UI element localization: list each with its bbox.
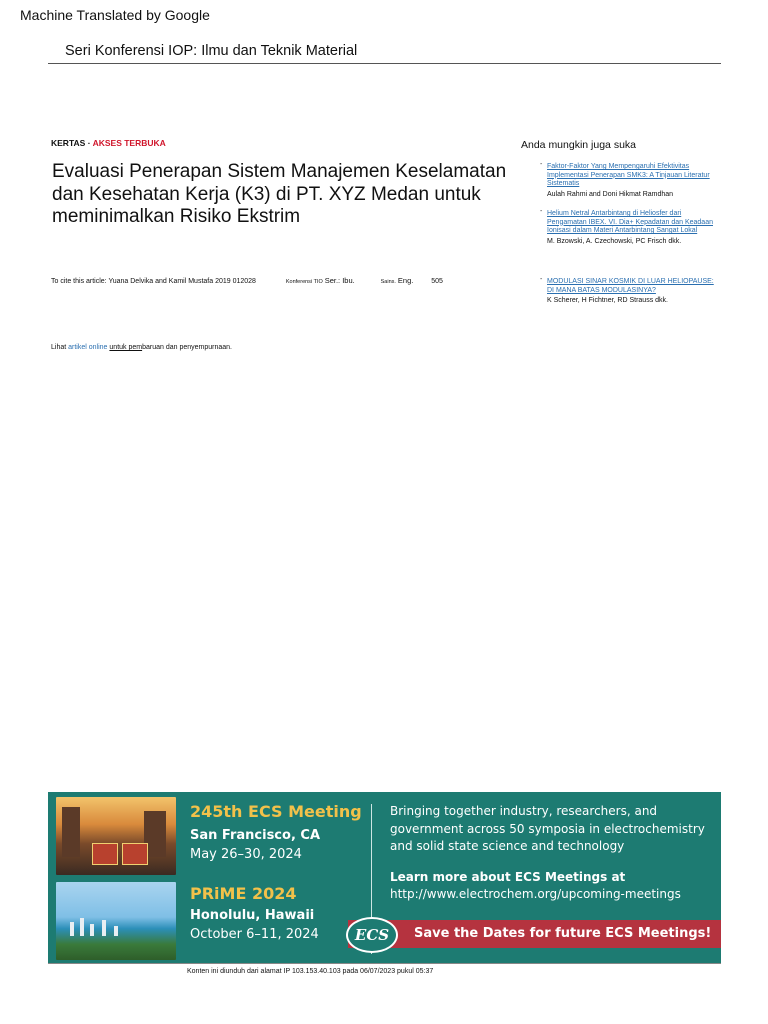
related-article-authors: K Scherer, H Fichtner, RD Strauss dkk.: [547, 297, 668, 304]
meeting-dates: May 26–30, 2024: [190, 847, 302, 862]
paper-type-label: KERTAS: [51, 138, 86, 148]
related-article-link[interactable]: Helium Netral Antarbintang di Heliosfer dari Pengamatan IBEX. VI. Dia+ Kepadatan dan Keadaan Ionisasi dalam Materi Antarbintang Sangat Lokal: [547, 210, 713, 234]
ad-tagline-1: Bringing together industry, researchers, and: [390, 804, 658, 818]
citation-ser: Ser.: Ibu.: [324, 276, 355, 285]
journal-title: Seri Konferensi IOP: Ilmu dan Teknik Material: [65, 43, 358, 59]
article-title: Evaluasi Penerapan Sistem Manajemen Keselamatan dan Kesehatan Kerja (K3) di PT. XYZ Medan untuk meminimalkan Risiko Ekstrim: [52, 161, 507, 227]
ad-tagline-2: government across 50 symposia in electrochemistry: [390, 822, 705, 836]
paper-tag: [51, 138, 166, 148]
prime-city: Honolulu, Hawaii: [190, 908, 315, 923]
san-francisco-photo: [56, 797, 176, 875]
related-article-authors: M. Bzowski, A. Czechowski, PC Frisch dkk.: [547, 237, 682, 245]
updates-mid: untuk pem: [109, 344, 143, 351]
updates-prefix: Lihat: [51, 344, 69, 351]
related-article-link[interactable]: MODULASI SINAR KOSMIK DI LUAR HELIOPAUSE: DI MANA BATAS MODULASINYA?: [547, 278, 714, 294]
cta-label: Save the Dates for future ECS Meetings!: [414, 926, 712, 941]
prime-dates: October 6–11, 2024: [190, 927, 319, 942]
footer-divider: [48, 963, 721, 964]
related-article-authors: Aulah Rahmi and Doni Hikmat Ramdhan: [547, 190, 674, 198]
citation-sains: Sains.: [380, 279, 396, 285]
citation-line: [51, 276, 443, 285]
ad-tagline-3: and solid state science and technology: [390, 839, 625, 853]
ad-url[interactable]: http://www.electrochem.org/upcoming-meetings: [390, 887, 681, 901]
related-article: - MODULASI SINAR KOSMIK DI LUAR HELIOPAUSE: DI MANA BATAS MODULASINYA? K Scherer, H Fichtner, RD Strauss dkk.: [540, 278, 718, 305]
download-notice: Konten ini diunduh dari alamat IP 103.153.40.103 pada 06/07/2023 pukul 05:37: [187, 968, 434, 975]
online-link[interactable]: online: [88, 344, 108, 351]
meeting-city: San Francisco, CA: [190, 828, 321, 843]
machine-translation-banner: Machine Translated by Google: [20, 7, 210, 23]
prime-title: PRiME 2024: [190, 884, 297, 903]
open-access-label: AKSES TERBUKA: [92, 138, 166, 148]
ad-learn-more: Learn more about ECS Meetings at: [390, 870, 626, 884]
ecs-logo: ECS: [346, 917, 398, 953]
citation-volume: 505: [431, 278, 443, 285]
meeting-title: 245th ECS Meeting: [190, 802, 362, 821]
related-article-link[interactable]: Faktor-Faktor Yang Mempengaruhi Efektivitas Implementasi Penerapan SMK3: A Tinjauan Literatur Sistematis: [547, 163, 710, 187]
tag-separator: ·: [85, 138, 93, 148]
citation-eng: Eng.: [397, 276, 414, 285]
citation-text: To cite this article: Yuana Delvika and Kamil Mustafa 2019 012028: [51, 278, 256, 285]
related-article: - Helium Netral Antarbintang di Heliosfer dari Pengamatan IBEX. VI. Dia+ Kepadatan dan Keadaan Ionisasi dalam Materi Antarbintang Sangat Lokal M. Bzowski, A. Czechowski, PC Frisch dkk.: [540, 210, 718, 246]
header-divider: [48, 63, 721, 64]
related-article: - Faktor-Faktor Yang Mempengaruhi Efektivitas Implementasi Penerapan SMK3: A Tinjauan Literatur Sistematis Aulah Rahmi and Doni Hikmat Ramdhan: [540, 163, 718, 199]
related-heading: Anda mungkin juga suka: [521, 139, 636, 151]
article-link[interactable]: artikel: [68, 344, 87, 351]
save-the-dates-button[interactable]: [348, 920, 721, 948]
updates-line: [51, 344, 232, 351]
ecs-ad-banner[interactable]: [48, 792, 721, 963]
citation-conf: Konferensi TIO: [285, 279, 323, 285]
updates-rest: baruan dan penyempurnaan.: [142, 344, 232, 351]
honolulu-photo: [56, 882, 176, 960]
